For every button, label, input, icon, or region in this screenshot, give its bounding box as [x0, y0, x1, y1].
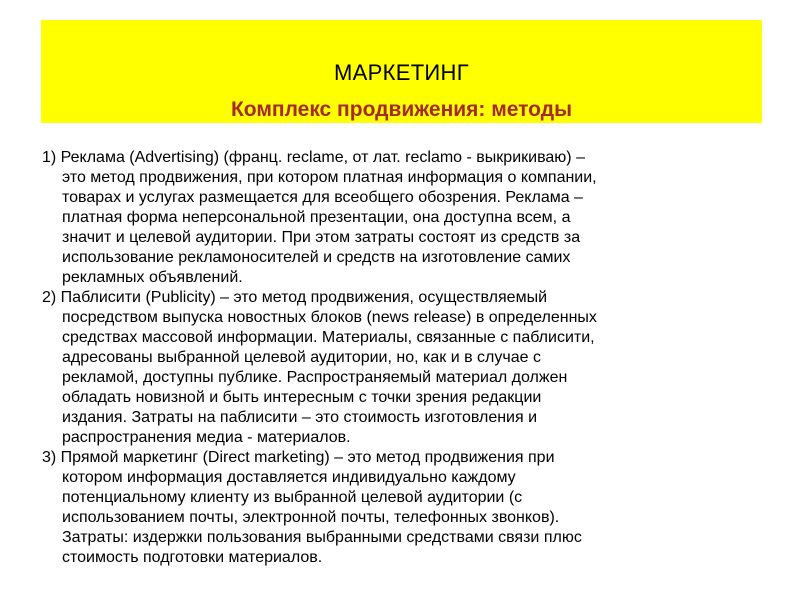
list-item-direct-marketing [42, 448, 762, 568]
text-line: посредством выпуска новостных блоков (news release) в определенных [62, 309, 597, 326]
text-line: стоимость подготовки материалов. [62, 549, 323, 566]
text-line: издания. Затраты на паблисити – это стоимость изготовления и [62, 409, 538, 426]
text-line: значит и целевой аудитории. При этом затраты состоят из средств за [62, 229, 581, 246]
text-line: адресованы выбранной целевой аудитории, но, как и в случае с [62, 349, 541, 366]
text-line: потенциальному клиенту из выбранной целевой аудитории (с [62, 489, 523, 506]
list-item-publicity [42, 288, 762, 448]
text-line: рекламных объявлений. [62, 269, 243, 286]
text-line: котором информация доставляется индивидуально каждому [62, 469, 516, 486]
text-line: обладать новизной и быть интересным с точки зрения редакции [62, 389, 542, 406]
list-item-advertising [42, 148, 762, 288]
text-line: платная форма неперсональной презентации, она доступна всем, а [62, 209, 571, 226]
text-line: 3) Прямой маркетинг (Direct marketing) – это метод продвижения при [42, 449, 555, 466]
title-band [41, 20, 762, 123]
text-line: 1) Реклама (Advertising) (франц. reclame, от лат. reclamo - выкрикиваю) – [42, 149, 585, 166]
text-line: использование рекламоносителей и средств на изготовление самих [62, 249, 571, 266]
text-line: использованием почты, электронной почты, телефонных звонков). [62, 509, 560, 526]
text-line: рекламой, доступны публике. Распространяемый материал должен [62, 369, 568, 386]
text-line: товарах и услугах размещается для всеобщего обозрения. Реклама – [62, 189, 583, 206]
slide-title: МАРКЕТИНГ [334, 60, 469, 85]
text-line: 2) Паблисити (Publicity) – это метод продвижения, осуществляемый [42, 289, 547, 306]
text-line: Затраты: издержки пользования выбранными средствами связи плюс [62, 529, 582, 546]
slide-body [42, 148, 762, 568]
slide-subtitle: Комплекс продвижения: методы [230, 98, 572, 121]
text-line: средствах массовой информации. Материалы, связанные с паблисити, [62, 329, 595, 346]
text-line: это метод продвижения, при котором платная информация о компании, [62, 169, 597, 186]
text-line: распространения медиа - материалов. [62, 429, 351, 446]
